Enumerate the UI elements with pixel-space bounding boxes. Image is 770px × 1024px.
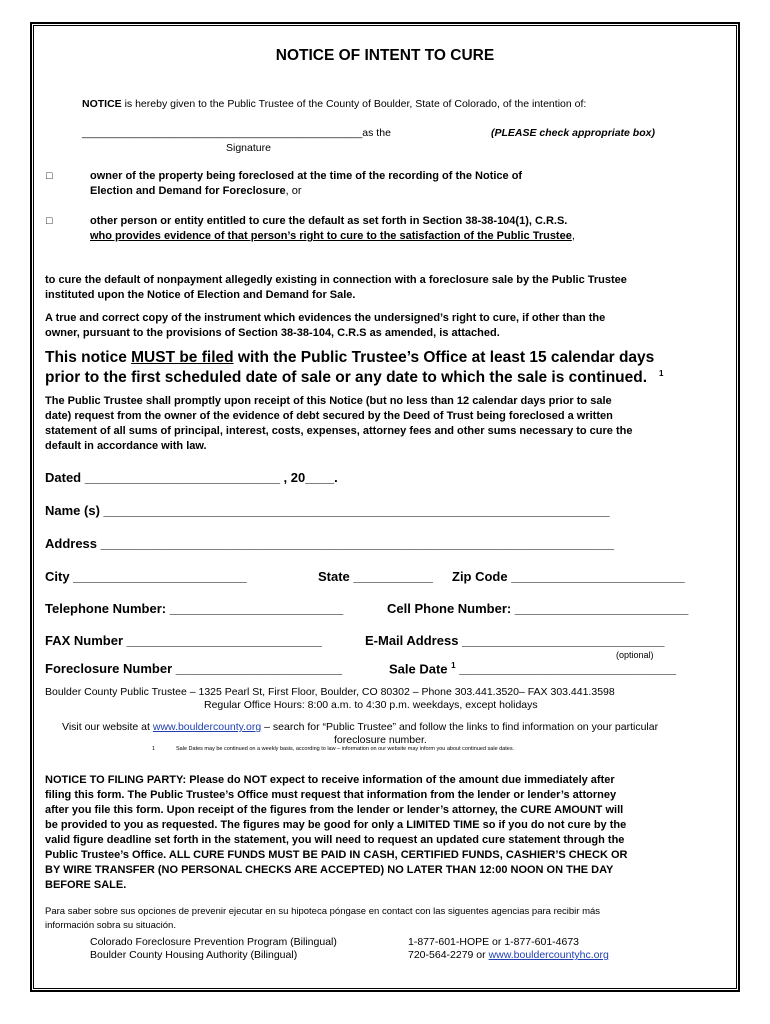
spanish-line1: Para saber sobre sus opciones de prevenir ejecutar en su hipoteca póngase en contact con las siguentes agencias para recibir más — [45, 906, 601, 917]
office-hours: Regular Office Hours: 8:00 a.m. to 4:30 p.m. weekdays, except holidays — [204, 699, 538, 711]
trustee-paragraph-line2: date) request from the owner of the evidence of debt secured by the Deed of Trust being foreclosed a written — [45, 410, 613, 422]
filing-notice-line: BEFORE SALE. — [45, 879, 127, 891]
trustee-paragraph-line4: default in accordance with law. — [45, 440, 207, 452]
cure-paragraph-line1: to cure the default of nonpayment allegedly existing in connection with a foreclosure sale by the Public Trustee — [45, 274, 627, 286]
telephone-field[interactable]: Telephone Number: ________________________ — [45, 601, 344, 616]
owner-option-line2: Election and Demand for Foreclosure, or — [90, 185, 302, 197]
zip-code-field[interactable]: Zip Code ________________________ — [452, 569, 685, 584]
filing-notice-line: after you file this form. Upon receipt of the figures from the lender or lender’s attorney, the CURE AMOUNT will — [45, 804, 624, 816]
agency1-phone: 1-877-601-HOPE or 1-877-601-4673 — [408, 936, 580, 948]
must-file-line1: This notice MUST be filed with the Public Trustee’s Office at least 15 calendar days — [45, 349, 655, 366]
website-line2: foreclosure number. — [334, 734, 427, 746]
filing-notice-line: Public Trustee’s Office. ALL CURE FUNDS MUST BE PAID IN CASH, CERTIFIED FUNDS, CASHIER’S CHECK OR — [45, 849, 628, 861]
trustee-paragraph-line3: statement of all sums of principal, interest, costs, expenses, attorney fees and other sums necessary to cure the — [45, 425, 633, 437]
agency2-phone: 720-564-2279 or www.bouldercountyhc.org — [408, 949, 609, 961]
email-optional-label: (optional) — [616, 650, 654, 660]
foreclosure-number-field[interactable]: Foreclosure Number _______________________ — [45, 661, 343, 676]
intro-line — [82, 98, 586, 110]
filing-notice-line: valid figure deadline set forth in the statement, you will need to request an updated cure statement through the — [45, 834, 625, 846]
trustee-paragraph-line1: The Public Trustee shall promptly upon receipt of this Notice (but no less than 12 calendar days prior to sale — [45, 395, 612, 407]
other-person-checkbox[interactable]: □ — [46, 215, 53, 227]
document-title: NOTICE OF INTENT TO CURE — [275, 47, 495, 64]
agency1-name: Colorado Foreclosure Prevention Program (Bilingual) — [90, 936, 337, 948]
footnote-text: Sale Dates may be continued on a weekly basis, according to law – information on our website may inform you about continued sale dates. — [176, 746, 515, 752]
owner-checkbox[interactable]: □ — [46, 170, 53, 182]
city-field[interactable]: City ________________________ — [45, 569, 247, 584]
fax-field[interactable]: FAX Number ___________________________ — [45, 633, 322, 648]
filing-notice-line: filing this form. The Public Trustee’s Office must request that information from the lender or lender’s attorney — [45, 789, 617, 801]
intro-text: is hereby given to the Public Trustee of the County of Boulder, State of Colorado, of the intention of: — [121, 98, 587, 110]
copy-paragraph-line1: A true and correct copy of the instrument which evidences the undersigned’s right to cure, if other than the — [45, 312, 606, 324]
sale-date-field[interactable]: Sale Date $^1$ ______________________________ — [389, 661, 677, 677]
address-field[interactable]: Address _______________________________________________________________________ — [45, 536, 614, 551]
cure-paragraph-line2: instituted upon the Notice of Election and Demand for Sale. — [45, 289, 356, 301]
website-line: Visit our website at www.bouldercounty.org – search for “Public Trustee” and follow the links to find information on your particular — [62, 721, 659, 733]
copy-paragraph-line2: owner, pursuant to the provisions of Section 38-38-104, C.R.S as amended, is attached. — [45, 327, 500, 339]
signature-line[interactable]: ________________________________________________as the — [82, 127, 391, 139]
must-file-line2: prior to the first scheduled date of sale or any date to which the sale is continued. $^1$ — [45, 369, 664, 387]
notice-word: NOTICE — [82, 98, 122, 110]
owner-option-line1: owner of the property being foreclosed at the time of the recording of the Notice of — [90, 170, 523, 182]
spanish-line2: información sobra su situación. — [45, 920, 176, 931]
state-field[interactable]: State ___________ — [318, 569, 433, 584]
other-option-line2: who provides evidence of that person’s right to cure to the satisfaction of the Public Trustee, — [90, 230, 575, 242]
signature-label: Signature — [226, 142, 271, 154]
filing-notice-line: BY WIRE TRANSFER (NO PERSONAL CHECKS ARE ACCEPTED) NO LATER THAN 12:00 NOON ON THE DAY — [45, 864, 614, 876]
check-box-note: (PLEASE check appropriate box) — [491, 127, 655, 139]
filing-notice-line: be provided to you as requested. The figures may be good for only a LIMITED TIME so if you do not cure by the — [45, 819, 627, 831]
filing-notice-line: NOTICE TO FILING PARTY: Please do NOT expect to receive information of the amount due immediately after — [45, 774, 615, 786]
other-option-line1: other person or entity entitled to cure the default as set forth in Section 38-38-104(1), C.R.S. — [90, 215, 568, 227]
footnote-number: 1 — [152, 746, 156, 752]
cell-phone-field[interactable]: Cell Phone Number: ________________________ — [387, 601, 689, 616]
name-field[interactable]: Name (s) ______________________________________________________________________ — [45, 503, 610, 518]
bouldercountyhc-link[interactable]: www.bouldercountyhc.org — [488, 949, 609, 961]
bouldercounty-link[interactable]: www.bouldercounty.org — [152, 721, 262, 733]
email-field[interactable]: E-Mail Address ____________________________ — [365, 633, 665, 648]
dated-field[interactable]: Dated ___________________________ , 20____. — [45, 470, 338, 485]
agency2-name: Boulder County Housing Authority (Bilingual) — [90, 949, 298, 961]
office-address: Boulder County Public Trustee – 1325 Pearl St, First Floor, Boulder, CO 80302 – Phone 303.441.3520– FAX 303.441.3598 — [45, 686, 615, 698]
